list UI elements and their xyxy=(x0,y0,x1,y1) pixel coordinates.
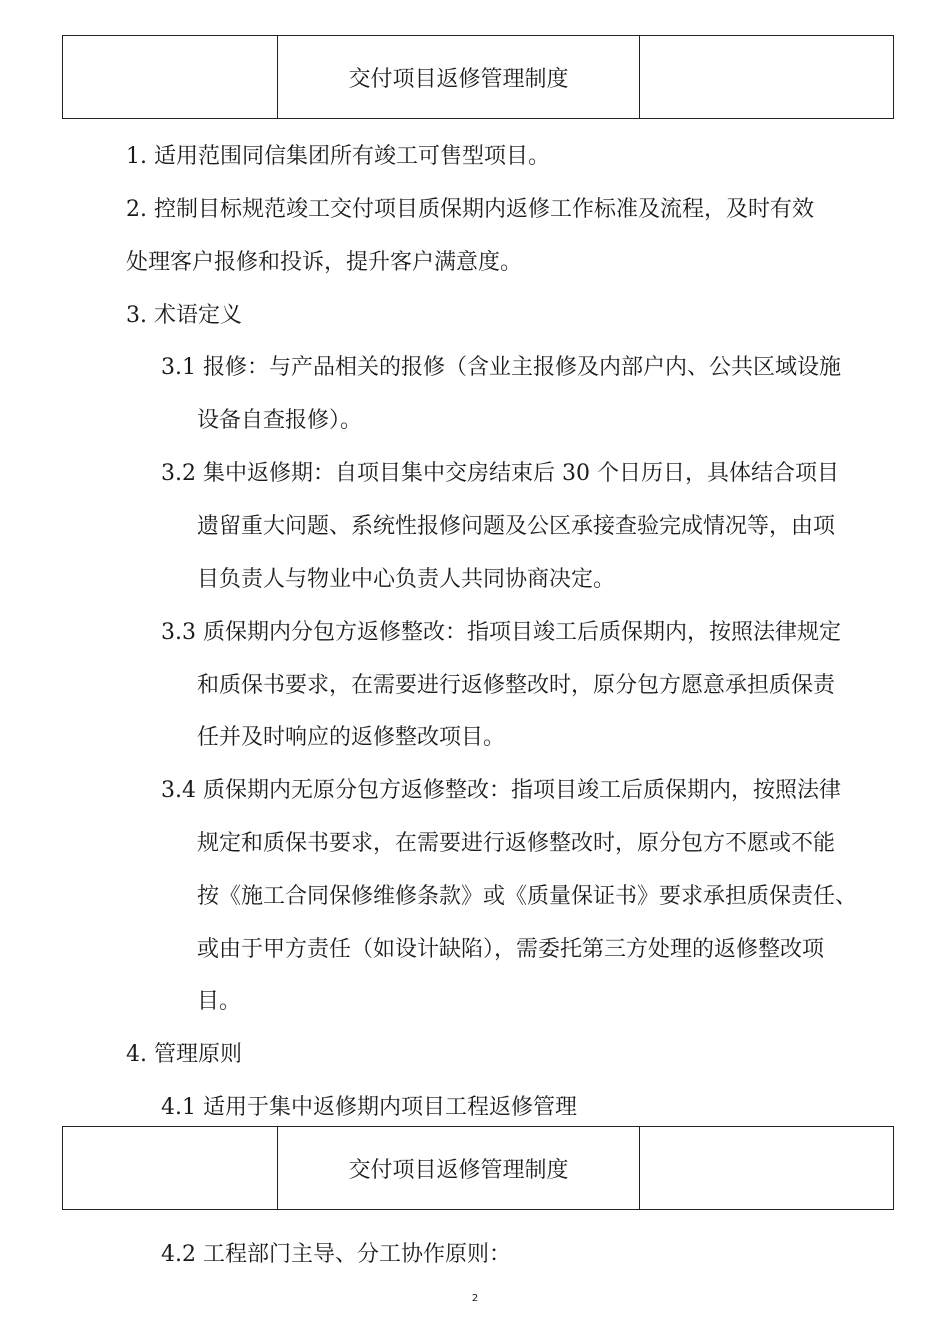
text-line: 4.1 适用于集中返修期内项目工程返修管理 xyxy=(161,1095,577,1120)
header-table xyxy=(62,35,894,119)
text-line: 3.4 质保期内无原分包方返修整改：指项目竣工后质保期内，按照法律 xyxy=(161,778,841,803)
text-line: 任并及时响应的返修整改项目。 xyxy=(197,725,506,750)
header-left-cell xyxy=(63,36,278,118)
header-title: 交付项目返修管理制度 xyxy=(278,36,640,118)
text-line: 3.1 报修：与产品相关的报修（含业主报修及内部户内、公共区域设施 xyxy=(161,355,841,380)
text-line: 4. 管理原则 xyxy=(126,1042,242,1067)
header-left-cell xyxy=(63,1127,278,1209)
page-number: 2 xyxy=(471,1293,479,1304)
text-line: 目负责人与物业中心负责人共同协商决定。 xyxy=(197,567,616,592)
header-right-cell xyxy=(640,1127,893,1209)
text-line: 4.2 工程部门主导、分工协作原则： xyxy=(161,1242,511,1267)
text-line: 和质保书要求，在需要进行返修整改时，原分包方愿意承担质保责 xyxy=(197,673,836,698)
text-line: 3.3 质保期内分包方返修整改：指项目竣工后质保期内，按照法律规定 xyxy=(161,620,841,645)
text-line: 按《施工合同保修维修条款》或《质量保证书》要求承担质保责任、 xyxy=(197,884,858,909)
header-table-repeat xyxy=(62,1126,894,1210)
text-line: 3. 术语定义 xyxy=(126,303,242,328)
text-line: 目。 xyxy=(197,989,242,1014)
text-line: 处理客户报修和投诉，提升客户满意度。 xyxy=(126,250,523,275)
text-line: 遗留重大问题、系统性报修问题及公区承接查验完成情况等，由项 xyxy=(197,514,836,539)
text-line: 3.2 集中返修期：自项目集中交房结束后 30 个日历日，具体结合项目 xyxy=(161,461,839,486)
header-title: 交付项目返修管理制度 xyxy=(278,1127,640,1209)
text-line: 2. 控制目标规范竣工交付项目质保期内返修工作标准及流程，及时有效 xyxy=(126,197,814,222)
header-right-cell xyxy=(640,36,893,118)
text-line: 设备自查报修）。 xyxy=(197,408,363,433)
text-line: 规定和质保书要求，在需要进行返修整改时，原分包方不愿或不能 xyxy=(197,831,836,856)
text-line: 1. 适用范围同信集团所有竣工可售型项目。 xyxy=(126,144,550,169)
text-line: 或由于甲方责任（如设计缺陷），需委托第三方处理的返修整改项 xyxy=(197,937,825,962)
